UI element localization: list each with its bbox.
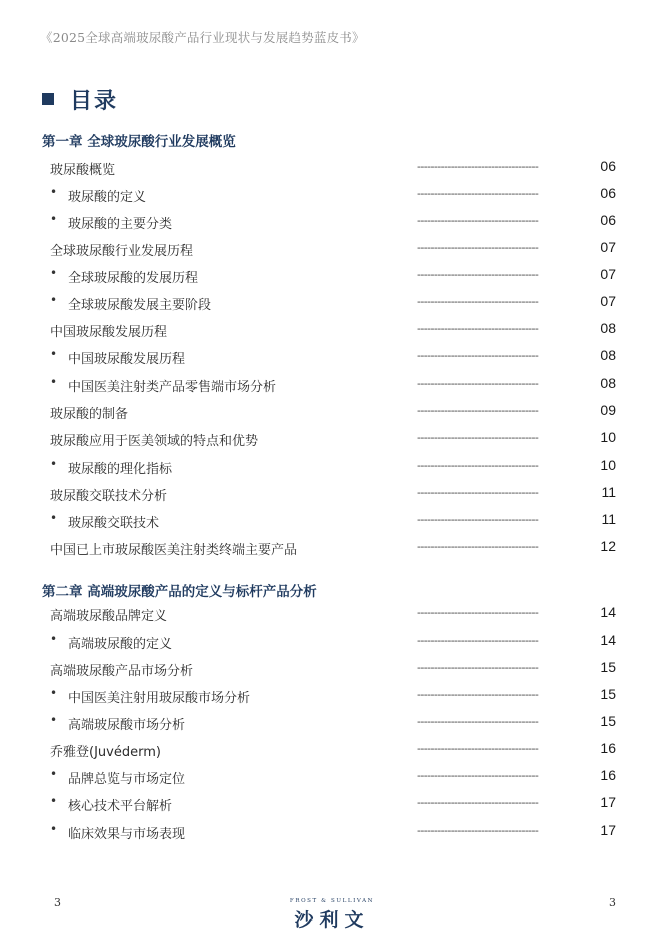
toc-entry-label: 中国医美注射用玻尿酸市场分析 [68,691,251,706]
toc-entry[interactable] [0,265,665,287]
square-bullet-icon [42,93,54,105]
toc-entry-page: 14 [600,632,616,648]
leader-dots: ------------------------------------ [417,634,539,647]
bullet-icon: • [50,511,58,525]
page-number-right: 3 [609,896,616,909]
leader-dots: ------------------------------------ [417,661,539,674]
toc-entry[interactable] [0,319,665,341]
toc-entry[interactable] [0,603,665,625]
toc-entry[interactable] [0,631,665,653]
bullet-icon: • [50,212,58,226]
toc-entry-label: 高端玻尿酸产品市场分析 [50,664,194,679]
toc-heading [42,84,118,114]
toc-entry-label: 全球玻尿酸发展主要阶段 [68,298,212,313]
toc-entry-label: 玻尿酸的定义 [68,190,147,205]
leader-dots: ------------------------------------ [417,459,539,472]
toc-entry-label: 品牌总览与市场定位 [68,772,186,787]
toc-entry[interactable] [0,793,665,815]
bullet-icon: • [50,822,58,836]
toc-entry[interactable] [0,238,665,260]
toc-entry[interactable] [0,685,665,707]
toc-entry-label: 中国医美注射类产品零售端市场分析 [68,380,277,395]
toc-title: 目录 [70,87,119,114]
toc-entry[interactable] [0,211,665,233]
toc-entry[interactable] [0,658,665,680]
leader-dots: ------------------------------------ [417,241,539,254]
toc-entry-page: 16 [600,767,616,783]
leader-dots: ------------------------------------ [417,377,539,390]
toc-entry-page: 10 [600,429,616,445]
toc-entry-page: 15 [600,659,616,675]
toc-entry-page: 11 [601,511,616,527]
toc-entry-label: 中国玻尿酸发展历程 [68,352,186,367]
toc-entry-page: 06 [600,185,616,201]
leader-dots: ------------------------------------ [417,688,539,701]
leader-dots: ------------------------------------ [417,742,539,755]
toc-entry-label: 核心技术平台解析 [68,799,173,814]
toc-entry-label: 全球玻尿酸的发展历程 [68,271,199,286]
toc-entry[interactable] [0,184,665,206]
toc-entry[interactable] [0,712,665,734]
leader-dots: ------------------------------------ [417,404,539,417]
leader-dots: ------------------------------------ [417,431,539,444]
bullet-icon: • [50,632,58,646]
page-number-left: 3 [54,896,61,909]
toc-entry-page: 16 [600,740,616,756]
toc-entry[interactable] [0,157,665,179]
toc-entry-label: 玻尿酸的制备 [50,407,129,422]
bullet-icon: • [50,375,58,389]
toc-entry[interactable] [0,510,665,532]
toc-entry[interactable] [0,821,665,843]
toc-entry-label: 中国玻尿酸发展历程 [50,325,168,340]
toc-entry-page: 17 [600,794,616,810]
toc-entry-label: 玻尿酸概览 [50,163,116,178]
toc-entry-page: 07 [600,239,616,255]
logo-english: FROST & SULLIVAN [289,898,375,904]
leader-dots: ------------------------------------ [417,769,539,782]
toc-entry-page: 15 [600,686,616,702]
toc-entry-page: 06 [600,158,616,174]
toc-entry-page: 06 [600,212,616,228]
toc-entry-label: 玻尿酸的理化指标 [68,462,173,477]
leader-dots: ------------------------------------ [417,214,539,227]
toc-entry[interactable] [0,739,665,761]
bullet-icon: • [50,347,58,361]
toc-entry[interactable] [0,766,665,788]
toc-entry-page: 08 [600,320,616,336]
toc-entry-page: 09 [600,402,616,418]
chapter-2-title[interactable]: 第二章 高端玻尿酸产品的定义与标杆产品分析 [42,584,317,600]
toc-entry[interactable] [0,346,665,368]
leader-dots: ------------------------------------ [417,513,539,526]
bullet-icon: • [50,767,58,781]
leader-dots: ------------------------------------ [417,322,539,335]
toc-entry-label: 玻尿酸的主要分类 [68,217,173,232]
toc-entry[interactable] [0,428,665,450]
bullet-icon: • [50,266,58,280]
toc-entry[interactable] [0,374,665,396]
toc-entry-label: 高端玻尿酸市场分析 [68,718,186,733]
toc-entry-label: 中国已上市玻尿酸医美注射类终端主要产品 [50,543,298,558]
leader-dots: ------------------------------------ [417,715,539,728]
leader-dots: ------------------------------------ [417,796,539,809]
bullet-icon: • [50,794,58,808]
leader-dots: ------------------------------------ [417,160,539,173]
toc-entry[interactable] [0,456,665,478]
toc-entry-label: 高端玻尿酸的定义 [68,637,173,652]
toc-entry-label: 玻尿酸应用于医美领域的特点和优势 [50,434,259,449]
toc-entry-label: 玻尿酸交联技术分析 [50,489,168,504]
logo-chinese: 沙利文 [294,909,370,931]
leader-dots: ------------------------------------ [417,349,539,362]
toc-entry-page: 12 [600,538,616,554]
toc-entry-page: 14 [600,604,616,620]
leader-dots: ------------------------------------ [417,540,539,553]
toc-entry-page: 17 [600,822,616,838]
bullet-icon: • [50,686,58,700]
leader-dots: ------------------------------------ [417,187,539,200]
bullet-icon: • [50,457,58,471]
toc-entry-page: 07 [600,266,616,282]
toc-entry-label: 乔雅登(Juvéderm) [50,745,161,760]
chapter-1-title[interactable]: 第一章 全球玻尿酸行业发展概览 [42,134,236,150]
leader-dots: ------------------------------------ [417,295,539,308]
toc-entry-label: 高端玻尿酸品牌定义 [50,609,168,624]
document-header: 《2025全球高端玻尿酸产品行业现状与发展趋势蓝皮书》 [40,30,365,45]
toc-entry[interactable] [0,292,665,314]
toc-entry-label: 临床效果与市场表现 [68,827,186,842]
toc-entry-page: 11 [601,484,616,500]
toc-entry-page: 07 [600,293,616,309]
frost-sullivan-logo [262,898,402,932]
toc-entry[interactable] [0,401,665,423]
leader-dots: ------------------------------------ [417,486,539,499]
toc-entry-page: 10 [600,457,616,473]
toc-entry-page: 08 [600,347,616,363]
toc-entry[interactable] [0,483,665,505]
toc-entry-page: 08 [600,375,616,391]
bullet-icon: • [50,293,58,307]
toc-entry-label: 玻尿酸交联技术 [68,516,160,531]
toc-entry[interactable] [0,537,665,559]
toc-entry-page: 15 [600,713,616,729]
bullet-icon: • [50,185,58,199]
leader-dots: ------------------------------------ [417,606,539,619]
toc-entry-label: 全球玻尿酸行业发展历程 [50,244,194,259]
leader-dots: ------------------------------------ [417,268,539,281]
bullet-icon: • [50,713,58,727]
leader-dots: ------------------------------------ [417,824,539,837]
